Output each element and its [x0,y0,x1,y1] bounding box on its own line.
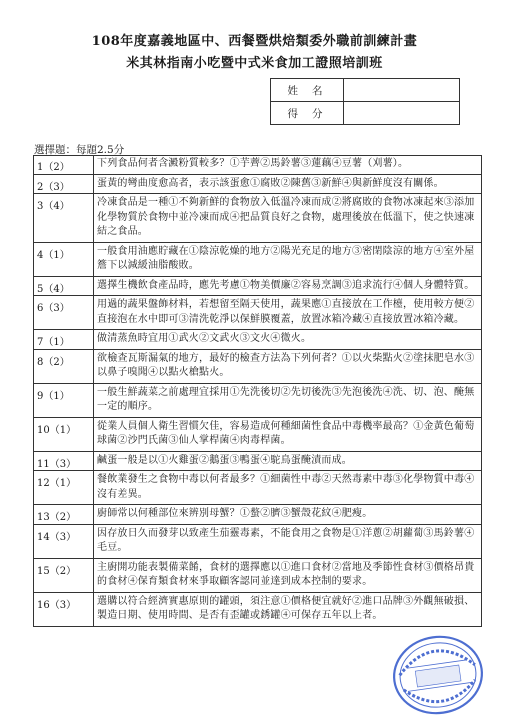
question-row [33,505,482,525]
section-heading: 選擇題：每題2.5分 [34,144,125,156]
question-row [33,350,482,384]
question-number: 12（1） [34,471,94,504]
name-label: 姓名 [271,79,344,102]
question-text: 鹹蛋一般是以①火雞蛋②鵝蛋③鴨蛋④駝鳥蛋醃漬而成。 [97,454,352,466]
question-row [33,559,482,593]
question-text: 餐飲業發生之食物中毒以何者最多？①細菌性中毒②天然毒素中毒③化學物質中毒④沒有差異。 [97,474,475,500]
question-row [33,471,482,505]
question-text: 欲檢查瓦斯漏氣的地方，最好的檢查方法為下列何者？①以火柴點火②塗抹肥皂水③以鼻子嗅聞④以點火槍點火。 [97,352,475,378]
question-row [33,330,482,350]
question-text: 下列食品何者含澱粉質較多？①芋薺②馬鈴薯③蓮藕④豆薯（刈薯）。 [97,158,409,169]
question-text: 選購以符合經濟實惠原則的罐頭，須注意①價格便宜就好②進口品牌③外觀無破損、製造日期、使用時間、是否有歪罐或銹罐④可保存五年以上者。 [97,595,475,621]
question-number: 7（1） [34,330,94,349]
name-field[interactable] [344,79,460,102]
question-number: 9（1） [34,384,94,417]
question-number: 6（3） [34,296,94,329]
question-text: 冷凍食品是一種①不夠新鮮的食物放入低溫冷凍而成②將腐敗的食物冰凍起來③添加化學物質於食物中並冷凍而成④把品質良好之食物，處理後放在低溫下，使之快速凍結之食品。 [97,197,475,237]
question-text: 選擇生機飲食產品時，應先考慮①物美價廉②容易烹調③追求流行④個人身體特質。 [97,279,475,291]
question-number: 16（3） [34,593,94,626]
question-number: 14（3） [34,525,94,558]
company-seal-stamp [388,630,488,720]
question-row [33,194,482,243]
score-field[interactable] [344,102,460,125]
question-row [33,175,482,195]
question-number: 15（2） [34,559,94,592]
question-row [33,155,482,175]
question-text: 做清蒸魚時宜用①武火②文武火③文火④微火。 [97,333,312,344]
student-info-table [270,78,460,125]
question-text: 因存放日久而發芽以致產生茄靈毒素，不能食用之食物是①洋蔥②胡蘿蔔③馬鈴薯④毛豆。 [97,527,475,553]
question-number: 11（3） [34,452,94,471]
question-number: 10（1） [34,418,94,451]
question-text: 廚師常以何種部位來辨別母蟹？①螯②臍③蟹殼花紋④肥瘦。 [97,508,373,519]
question-text: 用過的蔬果盤飾材料，若想留至隔天使用，蔬果應①直接放在工作檯，使用較方便②直接泡在水中即可③清洗乾淨以保鮮膜覆蓋，放置冰箱冷藏④直接放置冰箱冷藏。 [97,299,475,325]
question-text: 從業人員個人衛生習慣欠佳，容易造成何種細菌性食品中毒機率最高？①金黃色葡萄球菌②沙門氏菌③仙人掌桿菌④肉毒桿菌。 [97,420,475,446]
question-text: 主廚開功能表製備菜餚，食材的選擇應以①進口食材②當地及季節性食材③價格昂貴的食材④保育類食材來爭取顧客認同並達到成本控制的要求。 [97,561,475,587]
question-row [33,243,482,277]
question-row [33,418,482,452]
question-number: 8（2） [34,350,94,383]
question-row [33,525,482,559]
question-text: 一般食用油應貯藏在①陰涼乾燥的地方②陽光充足的地方③密閉陰涼的地方④室外屋簷下以減緩油脂酸敗。 [97,245,475,271]
document-title-line2: 米其林指南小吃暨中式米食加工證照培訓班 [126,56,383,71]
score-label: 得分 [271,102,344,125]
question-row [33,296,482,330]
question-number: 2（3） [34,175,94,194]
question-text: 蛋黃的彎曲度愈高者，表示該蛋愈①腐敗②陳舊③新鮮④與新鮮度沒有關係。 [97,177,444,189]
document-title-line1: 108年度嘉義地區中、西餐暨烘焙類委外職前訓練計畫 [91,34,418,49]
question-row [33,452,482,472]
question-text: 一般生鮮蔬菜之前處理宜採用①先洗後切②先切後洗③先泡後洗④洗、切、泡、醃無一定的順序。 [97,386,475,412]
question-row [33,277,482,297]
question-number: 4（1） [34,243,94,276]
question-number: 1（2） [34,155,94,174]
question-number: 5（4） [34,277,94,296]
question-list [33,155,482,627]
question-row [33,593,482,627]
question-number: 3（4） [34,194,94,242]
question-row [33,384,482,418]
question-number: 13（2） [34,505,94,524]
